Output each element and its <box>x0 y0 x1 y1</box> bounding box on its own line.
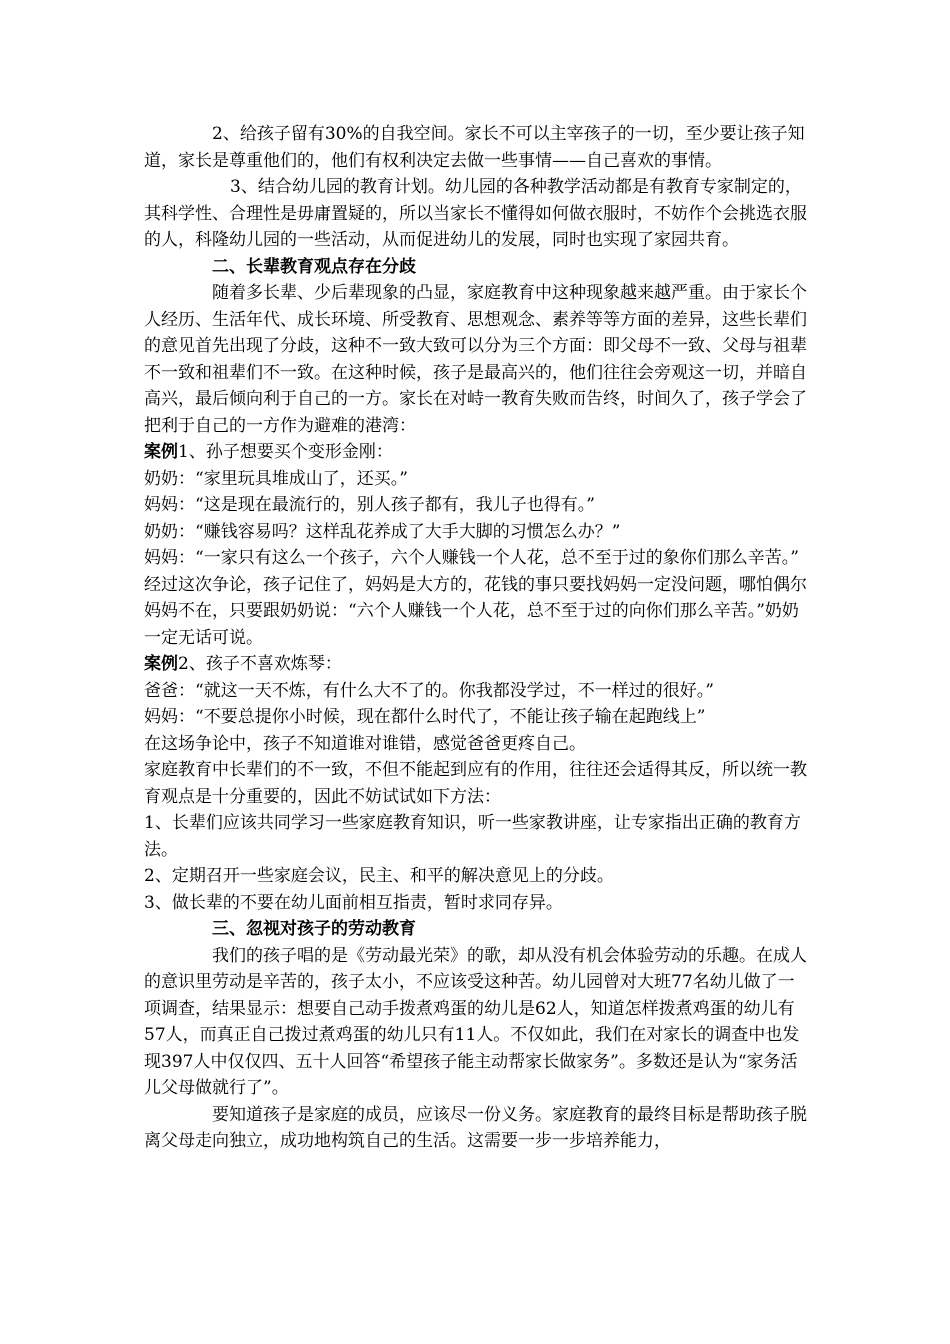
case-title: 孙子想要买个变形金刚： <box>205 442 393 462</box>
case-label: 案例 <box>144 654 178 674</box>
section-heading: 三、忽视对孩子的劳动教育 <box>212 919 416 939</box>
paragraph: 我们的孩子唱的是《劳动最光荣》的歌，却从没有机会体验劳动的乐趣。在成人的意识里劳动是辛苦的，孩子太小，不应该受这种苦。幼儿园曾对大班77名幼儿做了一项调查，结果显示：想要自己动手拨煮鸡蛋的幼儿是62人，知道怎样拨煮鸡蛋的幼儿有57人，而真正自己拨过煮鸡蛋的幼儿只有11人。不仅如此，我们在对家长的调查中也发现397人中仅仅四、五十人回答“希望孩子能主动帮家长做家务”。多数还是认为“家务活儿父母做就行了”。 <box>144 945 807 1098</box>
list-item: 2、定期召开一些家庭会议，民主、和平的解决意见上的分歧。 <box>144 866 614 886</box>
case-label: 案例 <box>144 442 178 462</box>
paragraph: 2、给孩子留有30%的自我空间。家长不可以主宰孩子的一切，至少要让孩子知道，家长是尊重他们的，他们有权利决定去做一些事情——自己喜欢的事情。 <box>144 124 805 171</box>
dialogue-line: 妈妈：“一家只有这么一个孩子，六个人赚钱一个人花，总不至于过的象你们那么辛苦。” <box>144 548 799 568</box>
list-item: 1、长辈们应该共同学习一些家庭教育知识，听一些家教讲座，让专家指出正确的教育方法。 <box>144 813 801 860</box>
paragraph: 随着多长辈、少后辈现象的凸显，家庭教育中这种现象越来越严重。由于家长个人经历、生活年代、成长环境、所受教育、思想观念、素养等等方面的差异，这些长辈们的意见首先出现了分歧，这种不一致大致可以分为三个方面：即父母不一致、父母与祖辈不一致和祖辈们不一致。在这种时候，孩子是最高兴的，他们往往会旁观这一切，并暗自高兴，最后倾向利于自己的一方。家长在对峙一教育失败而告终，时间久了，孩子学会了把利于自己的一方作为避难的港湾： <box>144 283 807 436</box>
case-title: 孩子不喜欢炼琴： <box>205 654 342 674</box>
paragraph: 家庭教育中长辈们的不一致，不但不能起到应有的作用，往往还会适得其反，所以统一教育观点是十分重要的，因此不妨试试如下方法： <box>144 760 807 807</box>
dialogue-line: 爸爸：“就这一天不炼，有什么大不了的。你我都没学过，不一样过的很好。” <box>144 680 714 701</box>
dialogue-line: 妈妈：“不要总提你小时候，现在都什么时代了，不能让孩子输在起跑线上” <box>144 707 706 727</box>
section-heading: 二、长辈教育观点存在分歧 <box>212 256 416 277</box>
paragraph: 在这场争论中，孩子不知道谁对谁错，感觉爸爸更疼自己。 <box>144 733 586 754</box>
case-intro <box>144 439 808 466</box>
case-number: 1、 <box>178 442 206 462</box>
paragraph: 要知道孩子是家庭的成员，应该尽一份义务。家庭教育的最终目标是帮助孩子脱离父母走向独立，成功地构筑自己的生活。这需要一步一步培养能力， <box>144 1104 807 1151</box>
paragraph: 经过这次争论，孩子记住了，妈妈是大方的，花钱的事只要找妈妈一定没问题，哪怕偶尔妈妈不在，只要跟奶奶说：“六个人赚钱一个人花，总不至于过的向你们那么辛苦。”奶奶一定无话可说。 <box>144 574 807 648</box>
dialogue-line: 奶奶：“家里玩具堆成山了，还买。” <box>144 468 408 489</box>
list-item: 3、做长辈的不要在幼儿面前相互指责，暂时求同存异。 <box>144 892 563 913</box>
case-intro <box>144 651 808 678</box>
document-body <box>144 121 808 1155</box>
dialogue-line: 妈妈：“这是现在最流行的，别人孩子都有，我儿子也得有。” <box>144 495 595 515</box>
dialogue-line: 奶奶：“赚钱容易吗？这样乱花养成了大手大脚的习惯怎么办？” <box>144 521 621 542</box>
paragraph: 3、结合幼儿园的教育计划。幼儿园的各种教学活动都是有教育专家制定的，其科学性、合理性是毋庸置疑的，所以当家长不懂得如何做衣服时，不妨作个会挑选衣服的人，科隆幼儿园的一些活动，从而促进幼儿的发展，同时也实现了家园共育。 <box>144 177 807 250</box>
case-number: 2、 <box>178 654 206 674</box>
